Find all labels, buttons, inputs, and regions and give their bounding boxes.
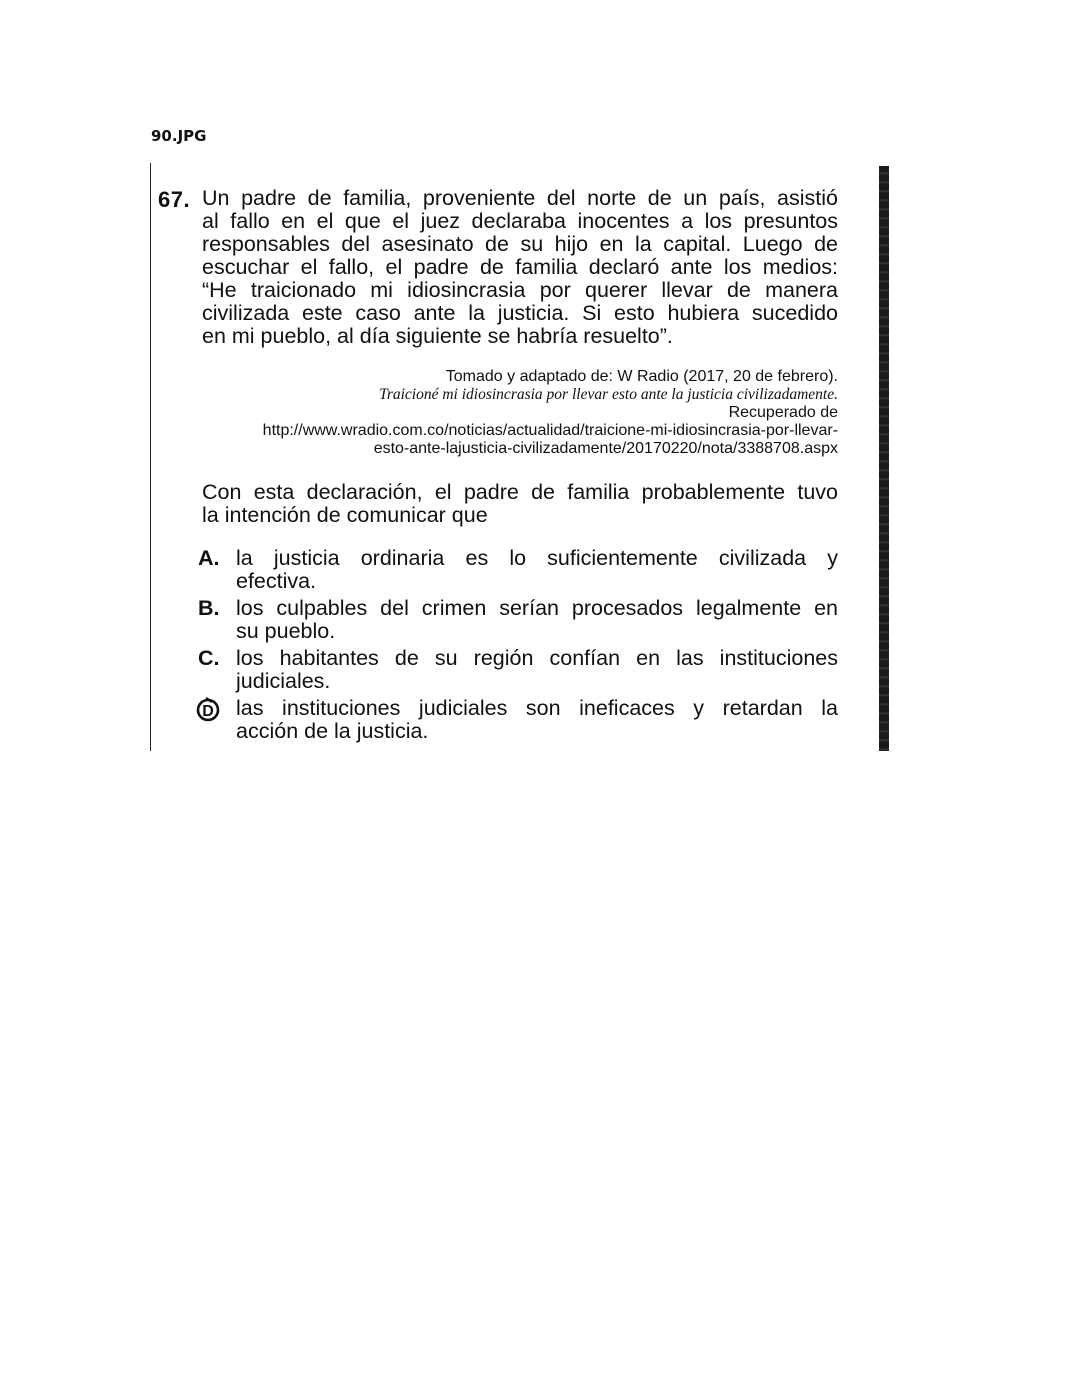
option-line: su pueblo. xyxy=(236,619,336,643)
option-text xyxy=(236,547,838,593)
option-line: los culpables del crimen serían procesados legalmente en xyxy=(236,596,838,620)
option-text xyxy=(236,697,838,743)
option-text xyxy=(236,597,838,643)
option-line: judiciales. xyxy=(236,669,331,693)
option-text xyxy=(236,647,838,693)
option-line: efectiva. xyxy=(236,569,317,593)
option-a xyxy=(198,547,838,593)
question-number: 67. xyxy=(158,187,191,212)
option-b xyxy=(198,597,838,643)
option-line: los habitantes de su región confían en las instituciones xyxy=(236,646,838,670)
prompt-line: Con esta declaración, el padre de familia probablemente tuvo xyxy=(202,480,838,504)
stem-line: escuchar el fallo, el padre de familia declaró ante los medios: xyxy=(202,255,838,279)
stem-line: al fallo en el que el juez declaraba inocentes a los presuntos xyxy=(202,209,838,233)
selected-answer-circle-icon xyxy=(196,696,222,722)
option-line: la justicia ordinaria es lo suficientemente civilizada y xyxy=(236,546,838,570)
option-letter: B. xyxy=(198,596,220,620)
stem-line: responsables del asesinato de su hijo en la capital. Luego de xyxy=(202,232,838,256)
stem-line: en mi pueblo, al día siguiente se habría resuelto”. xyxy=(202,324,673,348)
right-scan-edge xyxy=(879,166,889,751)
stem-line: Un padre de familia, proveniente del norte de un país, asistió xyxy=(202,186,838,210)
option-letter: C. xyxy=(198,646,220,670)
prompt-line: la intención de comunicar que xyxy=(202,503,488,527)
citation-title: Traicioné mi idiosincrasia por llevar esto ante la justicia civilizadamente. xyxy=(379,386,838,403)
citation-line: Recuperado de xyxy=(728,404,838,421)
option-line: acción de la justicia. xyxy=(236,719,429,743)
question-prompt xyxy=(202,481,838,527)
option-letter: A. xyxy=(198,546,220,570)
left-border-rule xyxy=(150,163,151,751)
answer-options xyxy=(198,547,838,747)
citation-line: Tomado y adaptado de: W Radio (2017, 20 de febrero). xyxy=(445,368,838,385)
scanned-question-image xyxy=(150,163,890,751)
option-d-letter: D xyxy=(202,703,214,720)
question-stem xyxy=(202,187,838,348)
file-label: 90.JPG xyxy=(151,127,207,145)
option-c xyxy=(198,647,838,693)
option-d xyxy=(198,697,838,743)
source-citation xyxy=(162,368,838,458)
citation-url-line: http://www.wradio.com.co/noticias/actualidad/traicione-mi-idiosincrasia-por-llevar- xyxy=(262,422,838,439)
citation-url-line: esto-ante-lajusticia-civilizadamente/20170220/nota/3388708.aspx xyxy=(373,440,838,457)
stem-line: “He traicionado mi idiosincrasia por querer llevar de manera xyxy=(202,278,838,302)
option-line: las instituciones judiciales son ineficaces y retardan la xyxy=(236,696,838,720)
stem-line: civilizada este caso ante la justicia. Si esto hubiera sucedido xyxy=(202,301,838,325)
